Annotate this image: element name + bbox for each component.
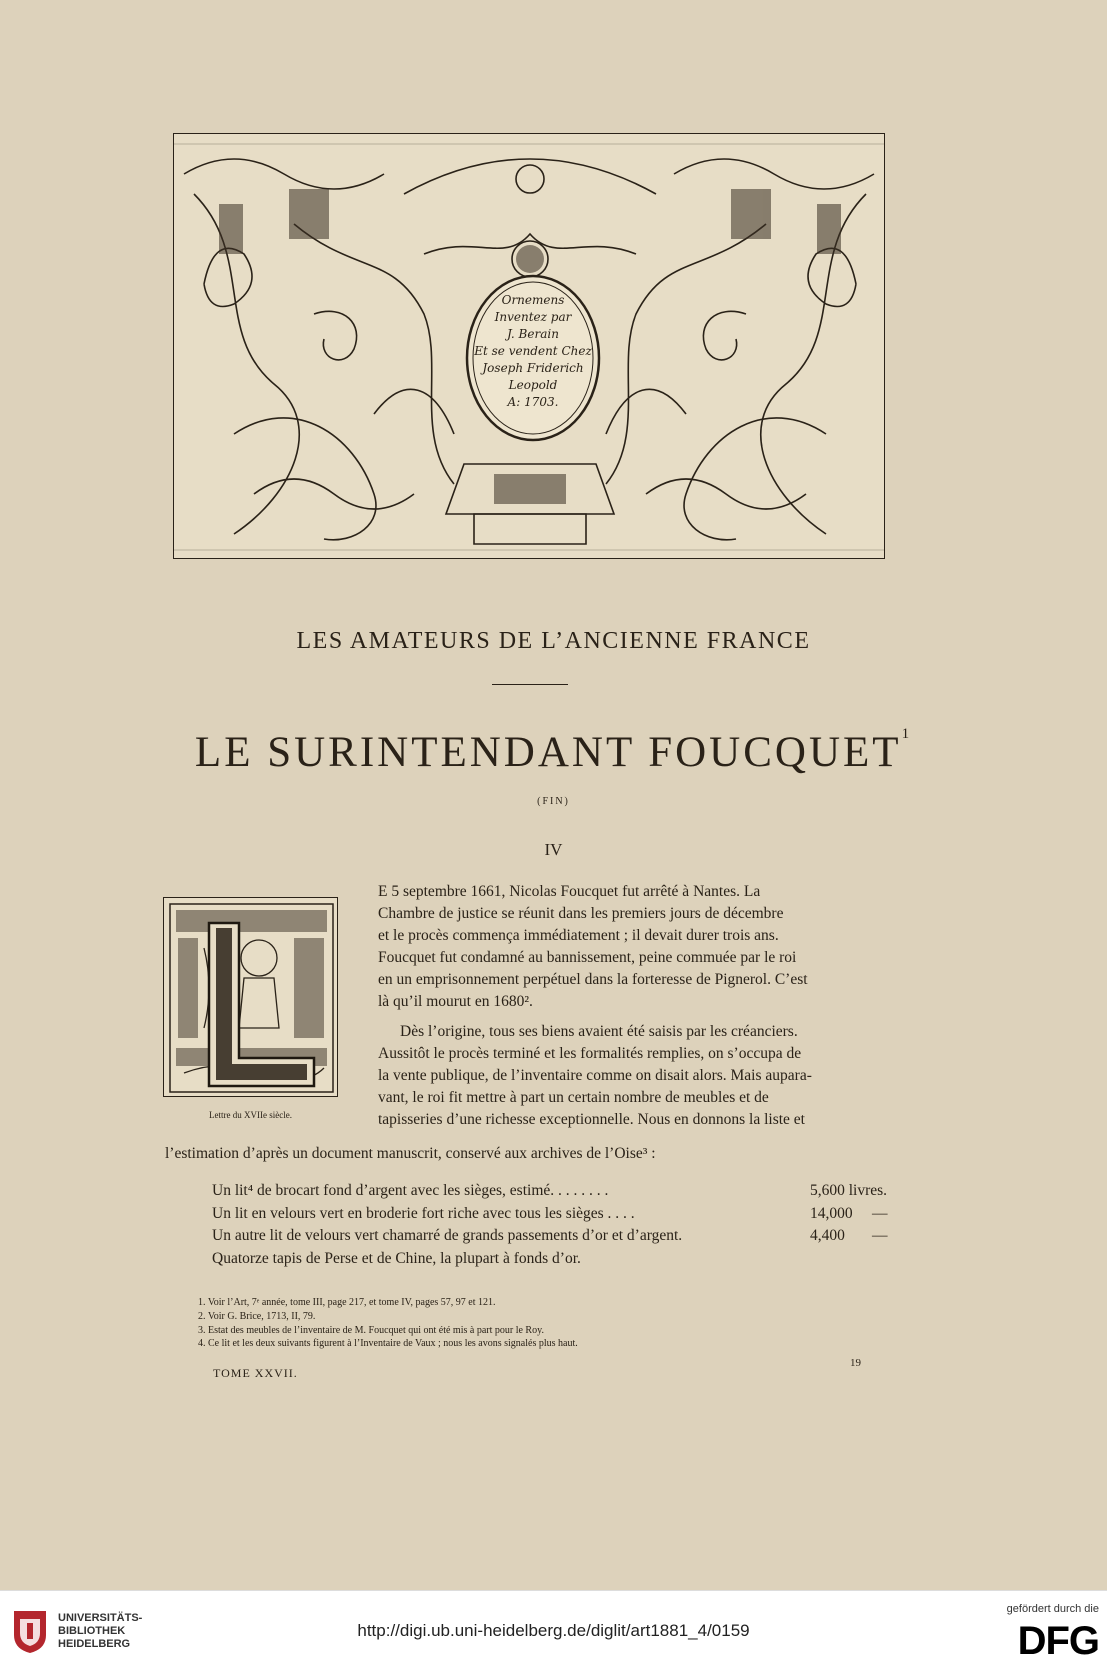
title-divider	[492, 684, 568, 685]
article-title	[0, 728, 1107, 777]
inventory-item: Un lit⁴ de brocart fond d’argent avec les sièges, estimé. . . . . . . .	[212, 1182, 609, 1199]
inventory-price: 14,000	[810, 1204, 853, 1222]
inventory-item: Quatorze tapis de Perse et de Chine, la plupart à fonds d’or.	[212, 1249, 581, 1267]
title-footnote-mark: 1	[901, 726, 913, 742]
ornamental-engraving	[173, 133, 885, 559]
inventory-item: Un lit en velours vert en broderie fort riche avec tous les sièges . . . .	[212, 1204, 635, 1222]
institution-line: HEIDELBERG	[58, 1638, 131, 1650]
inventory-price: 4,400	[810, 1227, 845, 1244]
permalink-url[interactable]: http://digi.ub.uni-heidelberg.de/diglit/art1881_4/0159	[357, 1621, 750, 1640]
inventory-price: 5,600 livres.	[810, 1182, 888, 1199]
footnote: 2. Voir G. Brice, 1713, II, 79.	[198, 1310, 316, 1322]
dfg-logo: DFG	[1017, 1619, 1099, 1663]
series-title: LES AMATEURS DE L’ANCIENNE FRANCE	[296, 628, 811, 654]
inventory-list	[212, 1180, 912, 1270]
volume-signature: TOME XXVII.	[213, 1366, 298, 1380]
initial-ornament-drawing	[164, 898, 338, 1097]
text-line: l’estimation d’après un document manuscrit, conservé aux archives de l’Oise³ :	[165, 1145, 656, 1162]
paragraph-2-continuation	[165, 1143, 900, 1165]
initial-caption: Lettre du XVIIe siècle.	[209, 1110, 292, 1120]
digital-library-footer	[0, 1590, 1107, 1671]
inventory-row	[212, 1180, 912, 1203]
cartouche-line: J. Berain	[507, 327, 559, 341]
text-line: Foucquet fut condamné au bannissement, peine commuée par le roi	[378, 949, 797, 966]
footnote: 4. Ce lit et les deux suivants figurent à l’Inventaire de Vaux ; nous les avons signalés plus haut.	[198, 1338, 578, 1350]
cartouche-line: Joseph Friderich	[482, 361, 584, 375]
text-line: vant, le roi fit mettre à part un certain nombre de meubles et de	[378, 1089, 769, 1106]
text-line: et le procès commença immédiatement ; il devait durer trois ans.	[378, 927, 779, 944]
cartouche-line: A: 1703.	[507, 395, 559, 409]
text-line: en un emprisonnement perpétuel dans la forteresse de Pignerol. C’est	[378, 971, 808, 988]
text-line: Chambre de justice se réunit dans les premiers jours de décembre	[378, 905, 784, 922]
inventory-row	[212, 1203, 912, 1226]
cartouche-line: Ornemens	[501, 293, 565, 307]
cartouche-line: Leopold	[508, 378, 558, 392]
text-line: tapisseries d’une richesse exceptionnelle. Nous en donnons la liste et	[378, 1111, 805, 1128]
text-line: là qu’il mourut en 1680².	[378, 993, 533, 1010]
ditto-mark: —	[872, 1204, 888, 1222]
inventory-row	[212, 1248, 912, 1271]
text-line: la vente publique, de l’inventaire comme on disait alors. Mais aupara-	[378, 1067, 812, 1084]
chapter-number: IV	[544, 840, 563, 859]
paragraph-2	[378, 1021, 900, 1131]
paragraph-1	[378, 881, 900, 1013]
decorated-initial-letter	[163, 897, 338, 1097]
footnote: 3. Estat des meubles de l’inventaire de M. Foucquet qui ont été mis à part pour le Roy.	[198, 1324, 544, 1336]
text-line: Dès l’origine, tous ses biens avaient été saisis par les créanciers.	[400, 1023, 798, 1040]
sheet-number: 19	[850, 1357, 861, 1369]
institution-line: UNIVERSITÄTS-	[58, 1612, 143, 1624]
inventory-row	[212, 1225, 912, 1248]
ditto-mark: —	[872, 1227, 888, 1244]
text-line: E 5 septembre 1661, Nicolas Foucquet fut arrêté à Nantes. La	[378, 883, 761, 900]
text-line: Aussitôt le procès terminé et les formalités remplies, on s’occupa de	[378, 1045, 802, 1062]
institution-line: BIBLIOTHEK	[58, 1625, 126, 1637]
footnote: 1. Voir l’Art, 7ᵉ année, tome III, page 217, et tome IV, pages 57, 97 et 121.	[198, 1297, 496, 1308]
article-subtitle: (FIN)	[537, 796, 570, 807]
cartouche-line: Inventez par	[494, 310, 572, 324]
inventory-item: Un autre lit de velours vert chamarré de grands passements d’or et d’argent.	[212, 1227, 683, 1244]
article-title-text: LE SURINTENDANT FOUCQUET	[194, 729, 902, 776]
funding-label: gefördert durch die	[1006, 1603, 1099, 1615]
footnotes	[198, 1296, 578, 1351]
engraving-cartouche-text	[471, 284, 595, 432]
cartouche-line: Et se vendent Chez	[474, 344, 592, 358]
